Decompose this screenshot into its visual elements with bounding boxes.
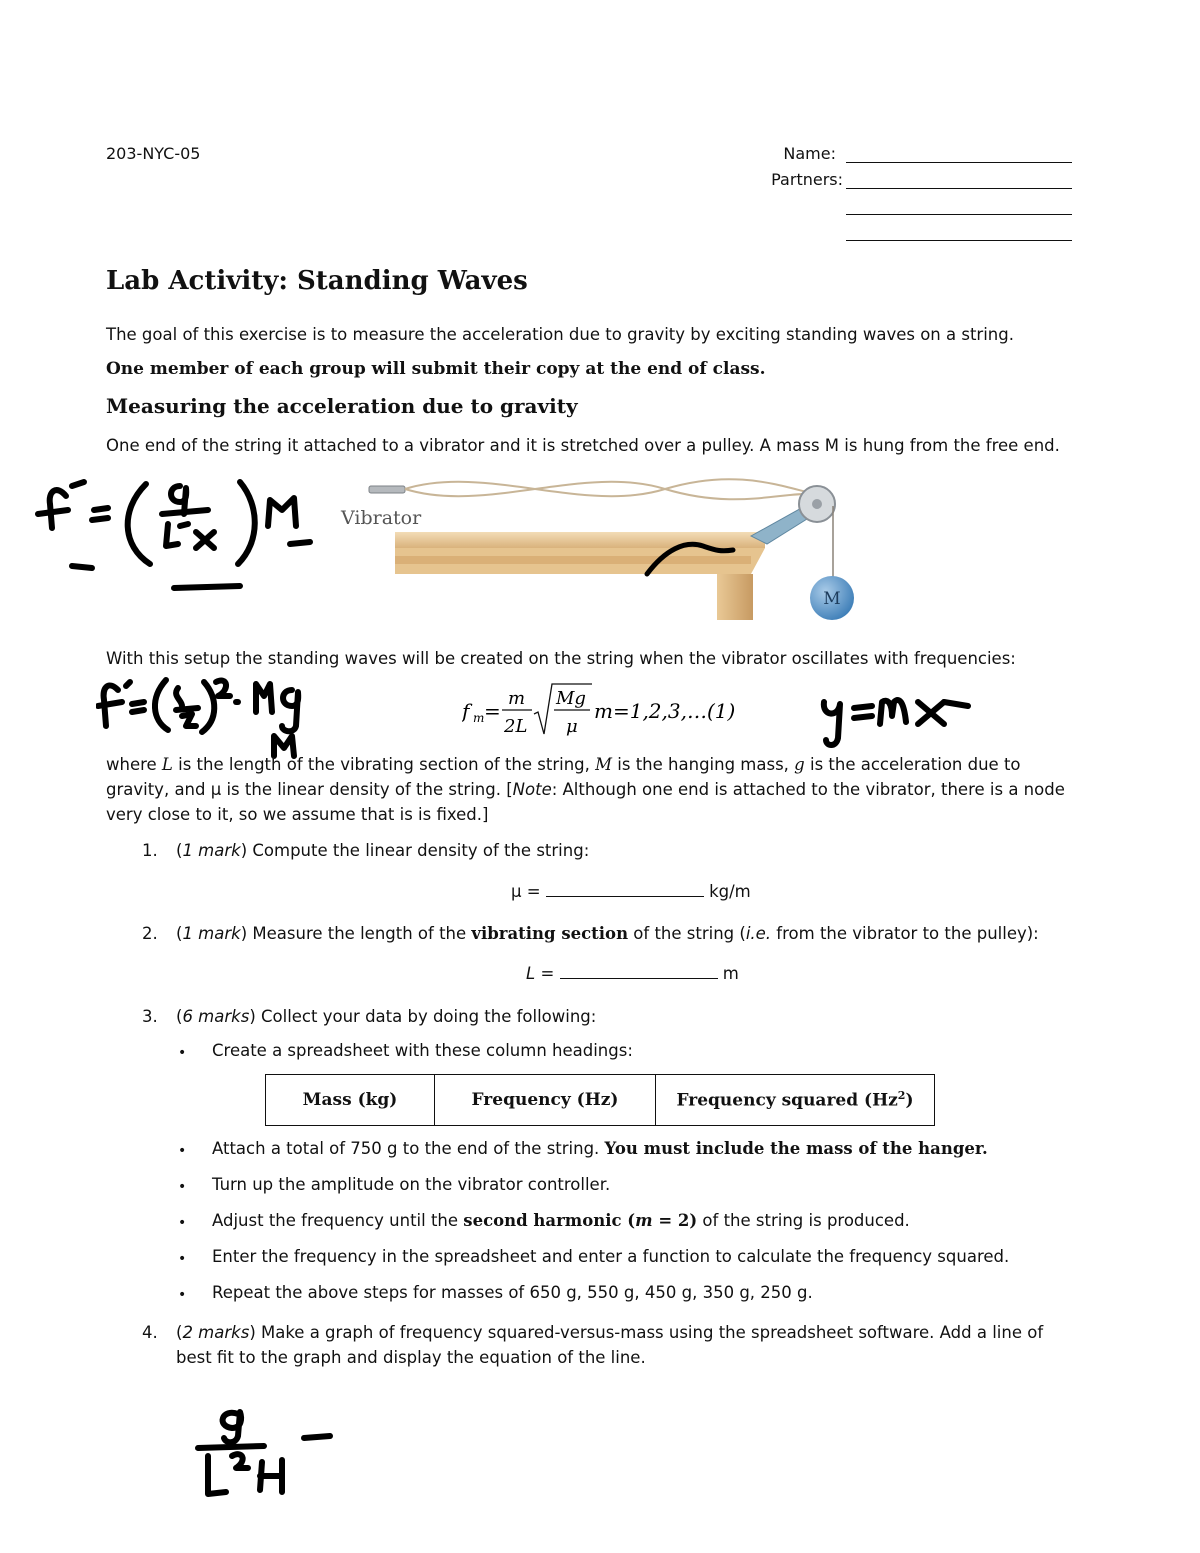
item-2-number: 2. (142, 924, 158, 943)
formula-denominator: 2L (504, 716, 528, 737)
course-code: 203-NYC-05 (106, 144, 201, 163)
where-note: Note (512, 780, 552, 799)
bullet-4-body-b: of the string is produced. (697, 1211, 910, 1230)
item-3-text: (6 marks) Collect your data by doing the following: (176, 1007, 597, 1026)
page-title: Lab Activity: Standing Waves (106, 266, 528, 296)
bullet-4-bold: second harmonic ( (463, 1211, 636, 1230)
formula-tail: m=1,2,3,…(1) (594, 699, 736, 723)
item-3-body: Collect your data by doing the following: (255, 1007, 597, 1026)
bullet-3-dot: • (178, 1179, 187, 1195)
bullet-1-text: Create a spreadsheet with these column headings: (212, 1041, 633, 1060)
where-var-L: L (161, 755, 173, 774)
formula-eq: = (484, 699, 501, 723)
bullet-2-body: Attach a total of 750 g to the end of the string. (212, 1139, 605, 1158)
bullet-4-body-a: Adjust the frequency until the (212, 1211, 464, 1230)
where-var-M: M (595, 755, 613, 774)
length-eq: = (535, 964, 560, 983)
formula-rad-denominator: μ (566, 716, 578, 737)
where-line-2 (106, 777, 1065, 802)
item-1-body: Compute the linear density of the string: (247, 841, 590, 860)
vibrator-rod (369, 486, 405, 493)
formula-f: f (462, 699, 470, 723)
bullet-2-dot: • (178, 1143, 187, 1159)
where-text-6: : Although one end is attached to the vibrator, there is a node (551, 780, 1065, 799)
bullet-5-dot: • (178, 1251, 187, 1267)
bullet-2-text (212, 1139, 988, 1158)
apparatus-figure (335, 470, 875, 620)
item-3-number: 3. (142, 1007, 158, 1026)
mu-unit: kg/m (703, 882, 751, 901)
item-2-body-a: Measure the length of the (247, 924, 472, 943)
item-1-marks: 1 mark (182, 841, 241, 860)
item-4-text-line2: best fit to the graph and display the equation of the line. (176, 1348, 646, 1367)
col-frequency-squared-text: Frequency squared (Hz (676, 1090, 898, 1111)
table-leg (717, 574, 753, 620)
item-2-ie: i.e. (745, 924, 772, 943)
goal-text: The goal of this exercise is to measure the acceleration due to gravity by exciting standing waves on a string. (106, 325, 1014, 344)
length-label: L (526, 964, 536, 983)
partners-label: Partners: (771, 170, 843, 189)
item-4-marks: 2 marks (182, 1323, 250, 1342)
partner-field-1[interactable] (846, 172, 1072, 189)
bullet-4-bold2: = 2) (652, 1211, 698, 1230)
col-frequency: Frequency (Hz) (435, 1075, 656, 1126)
where-text-5: gravity, and μ is the linear density of the string. [ (106, 780, 513, 799)
name-label: Name: (783, 144, 836, 163)
vibrator-label: Vibrator (341, 507, 422, 529)
length-unit: m (717, 964, 739, 983)
item-4-text: (2 marks) Make a graph of frequency squared-versus-mass using the spreadsheet software. Add a line of (176, 1323, 1044, 1342)
formula-rad-numerator: Mg (556, 688, 586, 709)
bullet-5-text: Enter the frequency in the spreadsheet and enter a function to calculate the frequency squared. (212, 1247, 1010, 1266)
freq-intro: With this setup the standing waves will be created on the string when the vibrator oscillates with frequencies: (106, 649, 1016, 668)
item-4-body-1: Make a graph of frequency squared-versus-mass using the spreadsheet software. Add a line of (255, 1323, 1044, 1342)
item-1-answer-line (511, 882, 751, 901)
mass-label: M (823, 589, 841, 609)
handwritten-note-3 (186, 1396, 346, 1506)
bullet-3-text: Turn up the amplitude on the vibrator controller. (212, 1175, 611, 1194)
where-text-3: is the hanging mass, (612, 755, 795, 774)
item-2-answer-line (526, 964, 739, 983)
item-4-number: 4. (142, 1323, 158, 1342)
where-var-g: g (794, 755, 805, 774)
bullet-6-text: Repeat the above steps for masses of 650 g, 550 g, 450 g, 350 g, 250 g. (212, 1283, 813, 1302)
handwritten-y-equals-mx (818, 694, 978, 754)
handwritten-note-2 (96, 672, 336, 762)
column-headings-table (265, 1074, 935, 1126)
name-field[interactable] (846, 146, 1072, 163)
bullet-4-m: m (635, 1211, 653, 1230)
mu-label: μ = (511, 882, 546, 901)
mu-answer-field[interactable] (546, 882, 704, 897)
bullet-1-dot: • (178, 1045, 187, 1061)
item-2-body-b: of the string ( (628, 924, 746, 943)
submit-note: One member of each group will submit their copy at the end of class. (106, 359, 766, 379)
formula-sub-m: m (473, 711, 485, 725)
item-3-marks: 6 marks (182, 1007, 250, 1026)
item-2-body-c: from the vibrator to the pulley): (771, 924, 1039, 943)
bullet-4-dot: • (178, 1215, 187, 1231)
item-2-text: (1 mark) Measure the length of the vibrating section of the string (i.e. from the vibrator to the pulley): (176, 924, 1039, 943)
section-heading: Measuring the acceleration due to gravity (106, 394, 578, 418)
handwritten-note-1 (28, 470, 328, 600)
where-text-1: where (106, 755, 162, 774)
length-answer-field[interactable] (560, 964, 718, 979)
col-mass: Mass (kg) (266, 1075, 435, 1126)
item-1-text: (1 mark) Compute the linear density of the string: (176, 841, 590, 860)
bullet-2-bold: You must include the mass of the hanger. (604, 1139, 988, 1158)
partner-field-3[interactable] (846, 224, 1072, 241)
col-frequency-squared-end: ) (905, 1090, 914, 1111)
where-text-2: is the length of the vibrating section of the string, (172, 755, 596, 774)
item-2-bold: vibrating section (471, 924, 629, 943)
formula-svg (462, 680, 752, 740)
item-2-marks: 1 mark (182, 924, 241, 943)
setup-text: One end of the string it attached to a vibrator and it is stretched over a pulley. A mass M is hung from the free end. (106, 436, 1060, 455)
frequency-formula (462, 680, 752, 745)
where-line-1 (106, 752, 1021, 777)
bullet-4-text (212, 1211, 910, 1230)
where-line-3: very close to it, so we assume that is is fixed.] (106, 805, 489, 824)
col-frequency-squared (656, 1075, 935, 1126)
formula-numerator: m (508, 688, 526, 709)
col-frequency-squared-sup: 2 (897, 1089, 906, 1103)
bullet-6-dot: • (178, 1287, 187, 1303)
item-1-number: 1. (142, 841, 158, 860)
where-text-4: is the acceleration due to (804, 755, 1021, 774)
partner-field-2[interactable] (846, 198, 1072, 215)
